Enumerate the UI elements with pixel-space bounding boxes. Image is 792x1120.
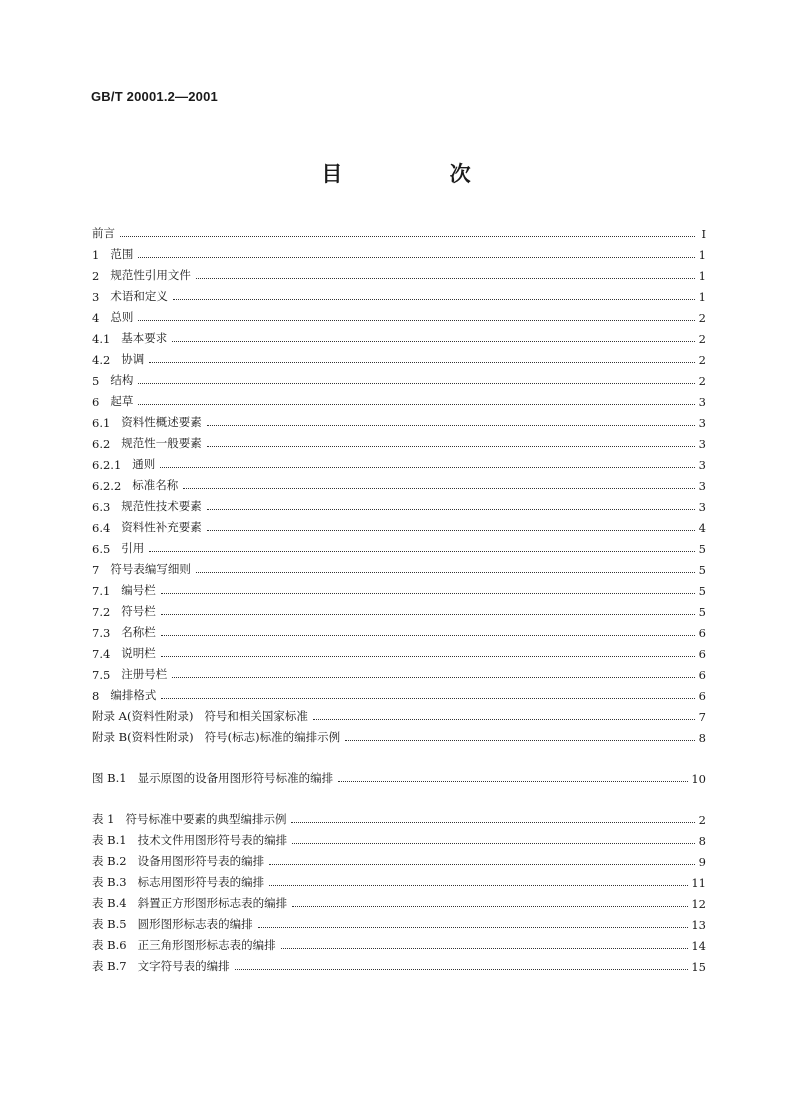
toc-entry[interactable] <box>92 409 706 430</box>
toc-figures <box>92 765 706 786</box>
toc-entry-number: 4.1 <box>92 332 111 346</box>
toc-entry-page: 7 <box>698 710 706 724</box>
toc-entry-number: 3 <box>92 290 100 304</box>
dot-leader <box>269 885 688 886</box>
toc-entry[interactable] <box>92 932 706 953</box>
toc-entry-page: 3 <box>698 395 706 409</box>
dot-leader <box>281 948 689 949</box>
toc-entry[interactable] <box>92 325 706 346</box>
toc-entry-page: 6 <box>698 668 706 682</box>
dot-leader <box>160 467 695 468</box>
toc-entry-page: 13 <box>691 918 706 932</box>
toc-entry[interactable] <box>92 556 706 577</box>
toc-entry-number: 7.2 <box>92 605 111 619</box>
toc-entry-number: 2 <box>92 269 100 283</box>
spacer <box>92 786 706 806</box>
toc-entry[interactable] <box>92 619 706 640</box>
dot-leader <box>173 299 695 300</box>
dot-leader <box>207 509 695 510</box>
dot-leader <box>138 383 695 384</box>
dot-leader <box>161 635 695 636</box>
toc-entry-page: 5 <box>698 563 706 577</box>
toc-entry[interactable] <box>92 346 706 367</box>
toc-entry-page: 3 <box>698 479 706 493</box>
toc-entry-page: 6 <box>698 626 706 640</box>
dot-leader <box>161 614 695 615</box>
toc-entry-page: 1 <box>698 248 706 262</box>
toc-entry-number: 表 B.4 <box>92 896 127 910</box>
toc-entry[interactable] <box>92 911 706 932</box>
toc-entry-label: 范围 <box>110 247 134 261</box>
toc-entry-page: 5 <box>698 584 706 598</box>
toc-entry-label: 符号表编写细则 <box>110 562 191 576</box>
toc-entry-label: 规范性引用文件 <box>110 268 191 282</box>
toc-entry-number: 表 B.3 <box>92 875 127 889</box>
toc-entry-label: 标志用图形符号表的编排 <box>137 875 265 889</box>
toc-entry-label: 资料性概述要素 <box>121 415 202 429</box>
toc-entry-label: 起草 <box>110 394 134 408</box>
dot-leader <box>196 572 695 573</box>
toc-entry[interactable] <box>92 304 706 325</box>
toc-entry[interactable] <box>92 472 706 493</box>
dot-leader <box>149 362 695 363</box>
toc-entry-label: 符号标准中要素的典型编排示例 <box>125 812 287 826</box>
toc-entry[interactable] <box>92 241 706 262</box>
toc-entry-page: 11 <box>691 876 706 890</box>
toc-entry-number: 6.4 <box>92 521 111 535</box>
toc-entry-number: 表 B.5 <box>92 917 127 931</box>
toc-entry-page: 9 <box>698 855 706 869</box>
toc-entry-label: 符号(标志)标准的编排示例 <box>204 730 341 744</box>
toc-entry-page: 2 <box>698 332 706 346</box>
toc-entry-label: 总则 <box>110 310 134 324</box>
spacer <box>92 745 706 765</box>
toc-entry[interactable] <box>92 869 706 890</box>
toc-entry-number: 表 B.7 <box>92 959 127 973</box>
toc-entry[interactable] <box>92 367 706 388</box>
toc-entry-label: 通则 <box>132 457 156 471</box>
toc-entry[interactable] <box>92 262 706 283</box>
toc-entry-number: 表 B.2 <box>92 854 127 868</box>
toc-entry-label: 符号栏 <box>121 604 156 618</box>
dot-leader <box>207 530 695 531</box>
toc-entry-label: 编号栏 <box>121 583 156 597</box>
dot-leader <box>269 864 695 865</box>
dot-leader <box>138 404 695 405</box>
toc-entry-label: 注册号栏 <box>121 667 168 681</box>
toc-entry-page: 3 <box>698 437 706 451</box>
toc-entry-label: 说明栏 <box>121 646 156 660</box>
toc-entry-label: 名称栏 <box>121 625 156 639</box>
toc-entry-page: 1 <box>698 269 706 283</box>
toc-entry[interactable] <box>92 827 706 848</box>
toc-entry-number: 表 B.1 <box>92 833 127 847</box>
toc-entry-label: 基本要求 <box>121 331 168 345</box>
dot-leader <box>258 927 689 928</box>
standard-number-header: GB/T 20001.2—2001 <box>91 89 218 104</box>
toc-entry-number: 7.5 <box>92 668 111 682</box>
dot-leader <box>292 906 688 907</box>
toc-entry-page: 6 <box>698 689 706 703</box>
dot-leader <box>292 843 695 844</box>
toc-entry[interactable] <box>92 577 706 598</box>
toc-entry-number: 4 <box>92 311 100 325</box>
toc-entry-label: 规范性技术要素 <box>121 499 202 513</box>
toc-entry-number: 前言 <box>92 226 115 240</box>
dot-leader <box>207 425 695 426</box>
toc-entry-page: 3 <box>698 458 706 472</box>
toc-entry[interactable] <box>92 493 706 514</box>
toc-entry-page: 8 <box>698 731 706 745</box>
toc-entry-page: 1 <box>698 290 706 304</box>
toc-entry-number: 4.2 <box>92 353 111 367</box>
toc-entry-label: 引用 <box>121 541 145 555</box>
dot-leader <box>291 822 695 823</box>
toc-entry[interactable] <box>92 848 706 869</box>
toc-entry-page: 5 <box>698 605 706 619</box>
toc-entry-number: 6.2.1 <box>92 458 122 472</box>
toc-entry-page: 10 <box>691 772 706 786</box>
toc-entry-label: 设备用图形符号表的编排 <box>137 854 265 868</box>
toc-entry-page: 3 <box>698 416 706 430</box>
dot-leader <box>138 320 695 321</box>
dot-leader <box>138 257 695 258</box>
toc-entry-number: 7 <box>92 563 100 577</box>
toc-entry-number: 8 <box>92 689 100 703</box>
toc-entry-label: 技术文件用图形符号表的编排 <box>137 833 288 847</box>
toc-entry-page: 14 <box>691 939 706 953</box>
toc-entry[interactable] <box>92 682 706 703</box>
dot-leader <box>149 551 695 552</box>
dot-leader <box>207 446 695 447</box>
toc-entry[interactable] <box>92 890 706 911</box>
toc-entry-page: 4 <box>698 521 706 535</box>
dot-leader <box>172 341 695 342</box>
toc-entry-page: 12 <box>691 897 706 911</box>
toc-entry-label: 斜置正方形图形标志表的编排 <box>137 896 288 910</box>
toc-entry-page: 5 <box>698 542 706 556</box>
toc-entry-page: 6 <box>698 647 706 661</box>
toc-entry-label: 资料性补充要素 <box>121 520 202 534</box>
toc-entry-label: 符号和相关国家标准 <box>204 709 308 723</box>
toc-entry[interactable] <box>92 765 706 786</box>
dot-leader <box>172 677 695 678</box>
toc-entry-label: 文字符号表的编排 <box>137 959 230 973</box>
toc-entry-page: 2 <box>698 813 706 827</box>
toc-entry-number: 6.3 <box>92 500 111 514</box>
toc-entry-number: 7.4 <box>92 647 111 661</box>
toc-entry-page: 15 <box>691 960 706 974</box>
toc-entry-number: 7.3 <box>92 626 111 640</box>
toc-entry[interactable] <box>92 598 706 619</box>
toc-entry-number: 图 B.1 <box>92 771 127 785</box>
toc-sections <box>92 220 706 745</box>
toc-entry-label: 协调 <box>121 352 145 366</box>
toc-entry-number: 6.2 <box>92 437 111 451</box>
toc-entry-number: 1 <box>92 248 100 262</box>
toc-entry[interactable] <box>92 283 706 304</box>
toc-entry-number: 表 B.6 <box>92 938 127 952</box>
toc-entry[interactable] <box>92 953 706 974</box>
toc-entry[interactable] <box>92 724 706 745</box>
dot-leader <box>313 719 695 720</box>
toc-entry-label: 标准名称 <box>132 478 179 492</box>
toc-entry-number: 附录 A(资料性附录) <box>92 709 194 723</box>
toc-entry[interactable] <box>92 535 706 556</box>
toc-entry-number: 附录 B(资料性附录) <box>92 730 194 744</box>
dot-leader <box>235 969 689 970</box>
toc-entry-number: 6.2.2 <box>92 479 122 493</box>
toc-entry-number: 6 <box>92 395 100 409</box>
toc-entry-page: 8 <box>698 834 706 848</box>
dot-leader <box>161 698 695 699</box>
toc-entry-number: 6.5 <box>92 542 111 556</box>
toc-entry-number: 表 1 <box>92 812 115 826</box>
toc-entry-number: 7.1 <box>92 584 111 598</box>
toc-entry-page: 2 <box>698 374 706 388</box>
toc-entry[interactable] <box>92 514 706 535</box>
toc-entry[interactable] <box>92 220 706 241</box>
dot-leader <box>120 236 695 237</box>
toc-entry[interactable] <box>92 640 706 661</box>
toc-entry[interactable] <box>92 388 706 409</box>
toc-entry-label: 编排格式 <box>110 688 157 702</box>
toc-entry[interactable] <box>92 661 706 682</box>
toc-entry-page: 2 <box>698 353 706 367</box>
dot-leader <box>161 593 695 594</box>
toc-entry-page: 3 <box>698 500 706 514</box>
table-of-contents <box>92 220 706 974</box>
toc-entry-label: 显示原图的设备用图形符号标准的编排 <box>137 771 334 785</box>
dot-leader <box>345 740 695 741</box>
page-title: 目 次 <box>321 162 521 186</box>
toc-entry[interactable] <box>92 703 706 724</box>
toc-entry-number: 5 <box>92 374 100 388</box>
toc-entry-page: I <box>701 227 706 241</box>
dot-leader <box>196 278 695 279</box>
toc-entry-label: 规范性一般要素 <box>121 436 202 450</box>
dot-leader <box>161 656 695 657</box>
toc-entry-label: 结构 <box>110 373 134 387</box>
toc-entry[interactable] <box>92 806 706 827</box>
dot-leader <box>338 781 688 782</box>
toc-entry-label: 正三角形图形标志表的编排 <box>137 938 276 952</box>
dot-leader <box>183 488 695 489</box>
toc-entry-label: 圆形图形标志表的编排 <box>137 917 253 931</box>
toc-tables <box>92 806 706 974</box>
toc-entry[interactable] <box>92 430 706 451</box>
toc-entry-page: 2 <box>698 311 706 325</box>
toc-entry-label: 术语和定义 <box>110 289 168 303</box>
toc-entry[interactable] <box>92 451 706 472</box>
toc-entry-number: 6.1 <box>92 416 111 430</box>
